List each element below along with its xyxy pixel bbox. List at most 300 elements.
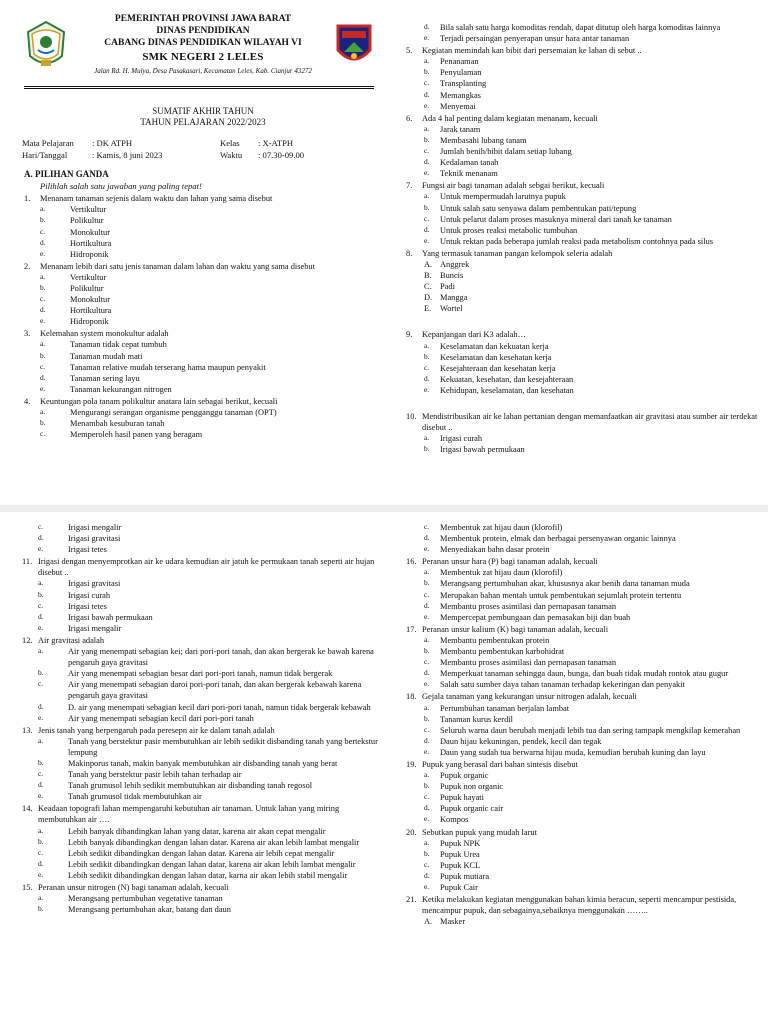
question-stem: [22, 725, 380, 736]
option-text: Anggrek: [440, 259, 470, 269]
option-letter: b.: [424, 646, 430, 656]
answer-option: [406, 668, 758, 679]
page-divider: [0, 505, 768, 512]
option-letter: b.: [38, 904, 44, 914]
option-letter: e.: [40, 383, 46, 393]
question-stem: [406, 113, 758, 124]
answer-option: [24, 272, 374, 283]
option-text: Air yang menempati sebagian kecil dari pori-pori tanah: [68, 713, 254, 723]
option-text: Seluruh warna daun berubah menjadi lebih tua dan sering tampapk mengkilap kemerahan: [440, 725, 741, 735]
option-text: Merangsang pertumbuhan akar, batang dan daun: [68, 905, 231, 915]
option-letter: b.: [424, 713, 430, 723]
answer-option: [406, 270, 758, 281]
questions-1-4: [24, 193, 374, 440]
option-letter: e.: [424, 544, 430, 554]
option-letter: B.: [424, 271, 432, 281]
option-letter: b.: [424, 781, 430, 791]
question-item: [24, 261, 374, 328]
question-text: Kegiatan memindah kan bibit dari persemaian ke lahan di sebut ..: [422, 46, 642, 56]
answer-option: [24, 351, 374, 362]
answer-option: [406, 385, 758, 396]
answer-option: [22, 736, 380, 758]
option-letter: e.: [40, 248, 46, 258]
answer-option: [406, 792, 758, 803]
answer-option: [406, 236, 758, 247]
option-letter: a.: [424, 56, 430, 66]
option-text: Polikultur: [70, 283, 104, 293]
option-letter: b.: [424, 134, 430, 144]
exam-title: SUMATIF AKHIR TAHUN TAHUN PELAJARAN 2022/2023: [140, 106, 266, 128]
time-label: Waktu: [220, 150, 243, 160]
answer-option: [24, 283, 374, 294]
answer-option: [406, 191, 758, 202]
option-letter: d.: [424, 373, 430, 383]
question-item: [24, 328, 374, 395]
option-text: Pupuk NPK: [440, 838, 481, 848]
answer-option: [22, 601, 380, 612]
answer-option: [22, 893, 380, 904]
option-text: Menambah kesuburan tanah: [70, 419, 165, 429]
question-text: Jenis tanah yang berpengaruh pada peresepn air ke dalam tanah adalah: [38, 725, 275, 735]
option-text: Buncis: [440, 271, 464, 281]
option-text: Tanah yang berstektur pasir membutuhkan air lebih sedikit disbanding tanah yang bertekstur lempung: [68, 736, 378, 757]
question-item: [22, 556, 380, 634]
option-letter: d.: [38, 858, 44, 868]
answer-option: [406, 533, 758, 544]
answer-option: [406, 78, 758, 89]
question-text: Sebutkan pupuk yang mudah larut: [422, 827, 537, 837]
option-letter: a.: [40, 204, 46, 214]
spacer: [406, 396, 758, 410]
option-text: Pupuk organic cair: [440, 804, 504, 814]
option-text: Merangsang pertumbuhan vegetative tanaman: [68, 894, 223, 904]
spacer: [406, 314, 758, 328]
answer-option: [24, 204, 374, 215]
option-text: Membantu proses asimilasi dan pernapasan tanaman: [440, 601, 617, 611]
answer-option: [22, 522, 380, 533]
option-letter: d.: [38, 701, 44, 711]
option-text: Monokultur: [70, 227, 111, 237]
question-text: Pupuk yang berasal dari bahan sintesis disebut: [422, 759, 578, 769]
question-stem: [406, 329, 758, 340]
option-text: Irigasi bawah permukaan: [440, 445, 525, 455]
option-letter: c.: [424, 522, 430, 531]
option-text: Jarak tanam: [440, 124, 481, 134]
question-item: [406, 691, 758, 758]
option-letter: a.: [40, 407, 46, 416]
option-text: Membentuk zat hijau daun (klorofil): [440, 568, 563, 578]
option-text: Polikultur: [70, 216, 104, 226]
option-letter: a.: [38, 646, 44, 656]
answer-option: [22, 780, 380, 791]
answer-option: [406, 22, 758, 33]
option-text: Transplanting: [440, 79, 487, 89]
option-letter: d.: [424, 89, 430, 99]
question-item: [22, 803, 380, 881]
option-text: Hidroponik: [70, 249, 109, 259]
question-stem: [406, 45, 758, 56]
option-text: Memangkas: [440, 90, 481, 100]
question-stem: [22, 635, 380, 646]
option-letter: c.: [424, 859, 430, 869]
answer-option: [22, 837, 380, 848]
option-text: Teknik menanam: [440, 169, 498, 179]
option-letter: b.: [40, 215, 46, 225]
school-name: SMK NEGERI 2 LELES: [142, 50, 264, 63]
option-letter: c.: [38, 600, 44, 610]
answer-option: [406, 714, 758, 725]
answer-option: [24, 373, 374, 384]
question-stem: [406, 894, 758, 916]
question-number: 21.: [406, 895, 417, 905]
option-letter: a.: [38, 825, 44, 835]
question-item: [406, 411, 758, 455]
answer-option: [406, 203, 758, 214]
option-text: Lebih banyak dibandingkan lahan yang datar, karena air akan cepat mengalir: [68, 826, 326, 836]
option-letter: c.: [424, 362, 430, 372]
page-1-right-column: [406, 22, 758, 512]
option-letter: d.: [424, 224, 430, 234]
option-letter: d.: [38, 533, 44, 543]
option-text: Kekuatan, kesehatan, dan kesejahteraan: [440, 374, 574, 384]
option-text: Pupuk Urea: [440, 849, 480, 859]
option-text: Irigasi tetes: [68, 601, 107, 611]
option-letter: e.: [424, 235, 430, 245]
question-text: Yang termasuk tanaman pangan kelompok seleria adalah: [422, 248, 613, 258]
exam-info: [22, 138, 382, 162]
answer-option: [406, 33, 758, 44]
question-number: 7.: [406, 181, 413, 191]
option-text: Vertikultur: [70, 205, 107, 215]
option-letter: e.: [424, 384, 430, 394]
option-letter: d.: [40, 305, 46, 315]
option-letter: e.: [424, 33, 430, 43]
question-stem: [24, 193, 374, 204]
option-letter: d.: [424, 22, 430, 31]
answer-option: [22, 859, 380, 870]
option-letter: e.: [424, 814, 430, 824]
page-2-left-column: [22, 522, 380, 1024]
answer-option: [22, 769, 380, 780]
question-text: Kepanjangan dari K3 adalah…: [422, 330, 526, 340]
question-text: Keuntungan pola tanam polikultur anatara lain sebagai berikut, kecuali: [40, 396, 278, 406]
answer-option: [406, 341, 758, 352]
answer-option: [406, 444, 758, 455]
option-letter: c.: [424, 657, 430, 667]
option-text: Untuk salah satu senyawa dalam pembentukan pati/tepung: [440, 203, 637, 213]
question-text: Fungsi air bagi tanaman adalah sebgai berikut, kecuali: [422, 181, 605, 191]
answer-option: [22, 791, 380, 802]
answer-option: [406, 146, 758, 157]
option-text: Penyulaman: [440, 68, 482, 78]
answer-option: [406, 882, 758, 893]
option-text: Merangsang pertumbuhan akar, khususnya akar benih dana tanaman muda: [440, 579, 690, 589]
question-text: Peranan unsur nitrogen (N) bagi tanaman adalah, kecuali: [38, 883, 229, 892]
question-stem: [22, 882, 380, 893]
question-item: [406, 113, 758, 180]
question-number: 17.: [406, 624, 417, 634]
option-letter: b.: [38, 836, 44, 846]
answer-option: [22, 758, 380, 769]
department-name: DINAS PENDIDIKAN: [156, 25, 250, 36]
option-letter: d.: [424, 803, 430, 813]
option-text: Vertikultur: [70, 272, 107, 282]
option-letter: E.: [424, 304, 432, 314]
option-letter: d.: [424, 600, 430, 610]
question-number: 19.: [406, 759, 417, 769]
option-letter: c.: [38, 679, 44, 689]
option-letter: a.: [424, 567, 430, 577]
question-item: [406, 759, 758, 826]
option-text: Makinporus tanah, makin banyak membutuhkan air disbanding tanah yang berat: [68, 758, 338, 768]
question-number: 14.: [22, 804, 33, 814]
answer-option: [406, 871, 758, 882]
option-letter: c.: [424, 724, 430, 734]
option-text: Hortikultura: [70, 306, 112, 316]
option-letter: e.: [38, 622, 44, 632]
option-text: Memperkuat tanaman sehingga daun, bunga, dan buah tidak mudah rontok atau gugur: [440, 669, 729, 679]
question-text: Keadaan topografi lahan mempengaruhi kebutuhan air tanaman. Untuk lahan yang miring membutuhkan air ….: [38, 804, 340, 825]
option-letter: b.: [424, 67, 430, 77]
option-text: Membasahi lubang tanam: [440, 135, 527, 145]
subject-label: Mata Pelajaran: [22, 138, 74, 148]
option-text: Mempercepat pembungaan dan pemasakan biji dan buah: [440, 612, 631, 622]
option-letter: a.: [424, 837, 430, 847]
option-letter: d.: [40, 237, 46, 247]
answer-option: [22, 668, 380, 679]
answer-option: [406, 214, 758, 225]
answer-option: [22, 578, 380, 589]
option-letter: e.: [424, 882, 430, 891]
question-item: [406, 827, 758, 894]
answer-option: [406, 101, 758, 112]
option-letter: a.: [40, 271, 46, 281]
option-text: Irigasi curah: [68, 590, 111, 600]
question-stem: [406, 827, 758, 838]
time-value: : 07.30-09.00: [258, 150, 305, 160]
option-text: Pupuk Cair: [440, 883, 478, 892]
answer-option: [406, 679, 758, 690]
class-value: : X-ATPH: [258, 138, 294, 148]
option-letter: c.: [38, 522, 44, 531]
answer-option: [22, 702, 380, 713]
option-text: Membantu pembentukan protein: [440, 635, 550, 645]
answer-option: [24, 249, 374, 260]
option-text: Tanaman sering layu: [70, 373, 140, 383]
option-text: Membantu proses asimilasi dan pernapasan tanaman: [440, 658, 617, 668]
option-letter: a.: [38, 735, 44, 745]
question-item: [24, 193, 374, 260]
question-number: 10.: [406, 412, 417, 421]
answer-option: [406, 259, 758, 270]
question-item: [406, 248, 758, 315]
class-label: Kelas: [220, 138, 240, 148]
option-letter: D.: [424, 293, 433, 303]
question-text: Ketika melakukan kegiatan menggunakan bahan kimia beracun, seperti mencampur pestisida, mencampur pupuk, dan sebagainya,sebaiknya menggunakan ……..: [422, 895, 737, 916]
option-text: Air yang menempati sebagian daroi pori-pori tanah, dan akan bergerak kebawah karena pengaruh gaya gravitasi: [68, 680, 362, 701]
question-item: [24, 396, 374, 440]
option-text: D. air yang menempati sebagian kecil dari pori-pori tanah, namun tidak bergerak kebawah: [68, 702, 371, 712]
option-text: Lebih sedikit dibandingkan dengan lahan datar, karna air akan lebih stabil mengalir: [68, 870, 348, 880]
answer-option: [406, 703, 758, 714]
option-letter: a.: [424, 702, 430, 712]
option-letter: d.: [424, 735, 430, 745]
option-text: Merupakan bahan mentah untuk pembentukan sejumlah protein tertentu: [440, 590, 682, 600]
option-text: Pupuk KCL: [440, 860, 481, 870]
question-text: Menanam lebih dari satu jenis tanaman dalam lahan dan waktu yang sama disebut: [40, 261, 315, 271]
option-text: Tanaman relative mudah terserang hama maupun penyakit: [70, 362, 266, 372]
option-text: Untuk pelarut dalam proses masuknya mineral dari tanah ke tanaman: [440, 214, 672, 224]
answer-option: [406, 781, 758, 792]
option-text: Untuk proses reaksi metabolic tumbuhan: [440, 225, 578, 235]
answer-option: [406, 374, 758, 385]
answer-option: [406, 303, 758, 314]
question-stem: [406, 411, 758, 433]
option-letter: e.: [424, 168, 430, 178]
question-item: [406, 624, 758, 691]
answer-option: [22, 848, 380, 859]
option-text: Irigasi mengalir: [68, 623, 122, 633]
school-address: Jalan Rd. H. Mulya, Desa Pasakasari, Kecamatan Leles, Kab. Cianjur 43272: [94, 66, 312, 75]
option-letter: b.: [424, 444, 430, 454]
answer-option: [22, 590, 380, 601]
answer-option: [406, 124, 758, 135]
answer-option: [22, 826, 380, 837]
letterhead-rule: [24, 86, 374, 89]
answer-option: [406, 814, 758, 825]
option-letter: c.: [424, 213, 430, 223]
option-text: Keselamatan dan kesehatan kerja: [440, 352, 552, 362]
option-text: Irigasi bawah permukaan: [68, 612, 153, 622]
question-item: [22, 882, 380, 915]
option-text: Pupuk mutiara: [440, 871, 490, 881]
question-number: 11.: [22, 557, 33, 567]
question-number: 20.: [406, 827, 417, 837]
option-letter: e.: [424, 746, 430, 756]
letterhead: [20, 14, 388, 86]
option-text: Membantu pembentukan karbohidrat: [440, 647, 565, 657]
answer-option: [406, 157, 758, 168]
answer-option: [24, 316, 374, 327]
question-number: 5.: [406, 46, 413, 56]
question-item: [406, 180, 758, 247]
answer-option: [22, 870, 380, 881]
answer-option: [406, 90, 758, 101]
option-letter: b.: [424, 578, 430, 588]
option-text: Membentuk protein, elmak dan berbagai persenyawan organic lainnya: [440, 534, 676, 544]
option-text: Untuk rektan pada beberapa jumlah reaksi pada metabolism contohnya pada silus: [440, 236, 714, 246]
option-text: Kedalaman tanah: [440, 158, 499, 168]
answer-option: [406, 860, 758, 871]
answer-option: [24, 339, 374, 350]
answer-option: [406, 590, 758, 601]
question-number: 3.: [24, 329, 31, 339]
answer-option: [406, 747, 758, 758]
question-stem: [406, 180, 758, 191]
option-text: Tanah grumusol tidak membutuhkan air: [68, 792, 202, 802]
option-letter: c.: [40, 361, 46, 371]
answer-option: [406, 433, 758, 444]
question-number: 4.: [24, 396, 31, 406]
answer-option: [406, 567, 758, 578]
answer-option: [22, 533, 380, 544]
option-letter: b.: [38, 668, 44, 678]
question-text: Air gravitasi adalah: [38, 635, 105, 645]
option-text: Membentuk zat hijau daun (klorofil): [440, 523, 563, 532]
answer-option: [406, 770, 758, 781]
option-text: Mengurangi serangan organisme pengganggu tanaman (OPT): [70, 408, 277, 417]
option-text: Masker: [440, 917, 466, 927]
answer-option: [406, 522, 758, 533]
option-letter: A.: [424, 917, 433, 927]
section-a: [24, 169, 374, 440]
option-letter: a.: [424, 191, 430, 201]
question-number: 18.: [406, 692, 417, 702]
province-name: PEMERINTAH PROVINSI JAWA BARAT: [114, 14, 292, 24]
option-text: Keselamatan dan kekuatan kerja: [440, 341, 549, 351]
question-stem: [406, 691, 758, 702]
option-letter: e.: [38, 712, 44, 722]
option-text: Air yang menempati sebagian kei; dari pori-pori tanah, dan akan bergerak ke bawah karena pengaruh gaya gravitasi: [68, 647, 374, 668]
option-letter: b.: [40, 350, 46, 360]
answer-option: [406, 67, 758, 78]
option-text: Irigasi tetes: [68, 545, 107, 555]
answer-option: [24, 238, 374, 249]
question-stem: [22, 803, 380, 825]
option-text: Daun yang sudah tua berwarna hijau muda, kemudian berubah kuning dan layu: [440, 747, 706, 757]
option-text: Padi: [440, 282, 455, 292]
answer-option: [406, 544, 758, 555]
option-text: Hortikultura: [70, 238, 112, 248]
option-letter: c.: [40, 294, 46, 304]
option-text: Irigasi curah: [440, 434, 483, 444]
west-java-emblem-icon: [24, 20, 68, 72]
option-letter: b.: [424, 848, 430, 858]
option-letter: b.: [424, 202, 430, 212]
question-stem: [22, 556, 380, 578]
question-item: [22, 635, 380, 724]
answer-option: [22, 904, 380, 915]
option-text: Jumlah benih/bibit dalam setiap lubang: [440, 147, 572, 157]
question-text: Mendistribusikan air ke lahan pertanian dengan memanfaatkan air gravitasi atau sumber air terdekat disebut ..: [422, 412, 758, 433]
answer-option: [406, 736, 758, 747]
option-letter: c.: [424, 146, 430, 156]
option-text: Lebih banyak dibandingkan dengan lahan datar. Karena air akan lebih lambat mengalir: [68, 837, 360, 847]
question-number: 12.: [22, 635, 33, 645]
answer-option: [406, 292, 758, 303]
question-stem: [406, 759, 758, 770]
option-letter: a.: [424, 340, 430, 350]
option-text: Irigasi mengalir: [68, 523, 122, 532]
answer-option: [406, 635, 758, 646]
option-letter: d.: [40, 372, 46, 382]
option-letter: b.: [38, 589, 44, 599]
question-item: [406, 45, 758, 112]
option-letter: c.: [38, 847, 44, 857]
option-text: Pupuk hayati: [440, 793, 484, 803]
option-letter: d.: [424, 668, 430, 678]
answer-option: [24, 294, 374, 305]
option-letter: c.: [40, 429, 46, 439]
option-text: Tanah yang berstektur pasir lebih tahan terhadap air: [68, 770, 242, 780]
option-letter: e.: [40, 316, 46, 326]
option-letter: A.: [424, 259, 433, 269]
option-letter: e.: [424, 100, 430, 110]
answer-option: [406, 56, 758, 67]
option-text: Menyediakan bahn dasar protein: [440, 545, 550, 555]
question-number: 16.: [406, 557, 417, 567]
question-item: [22, 725, 380, 803]
